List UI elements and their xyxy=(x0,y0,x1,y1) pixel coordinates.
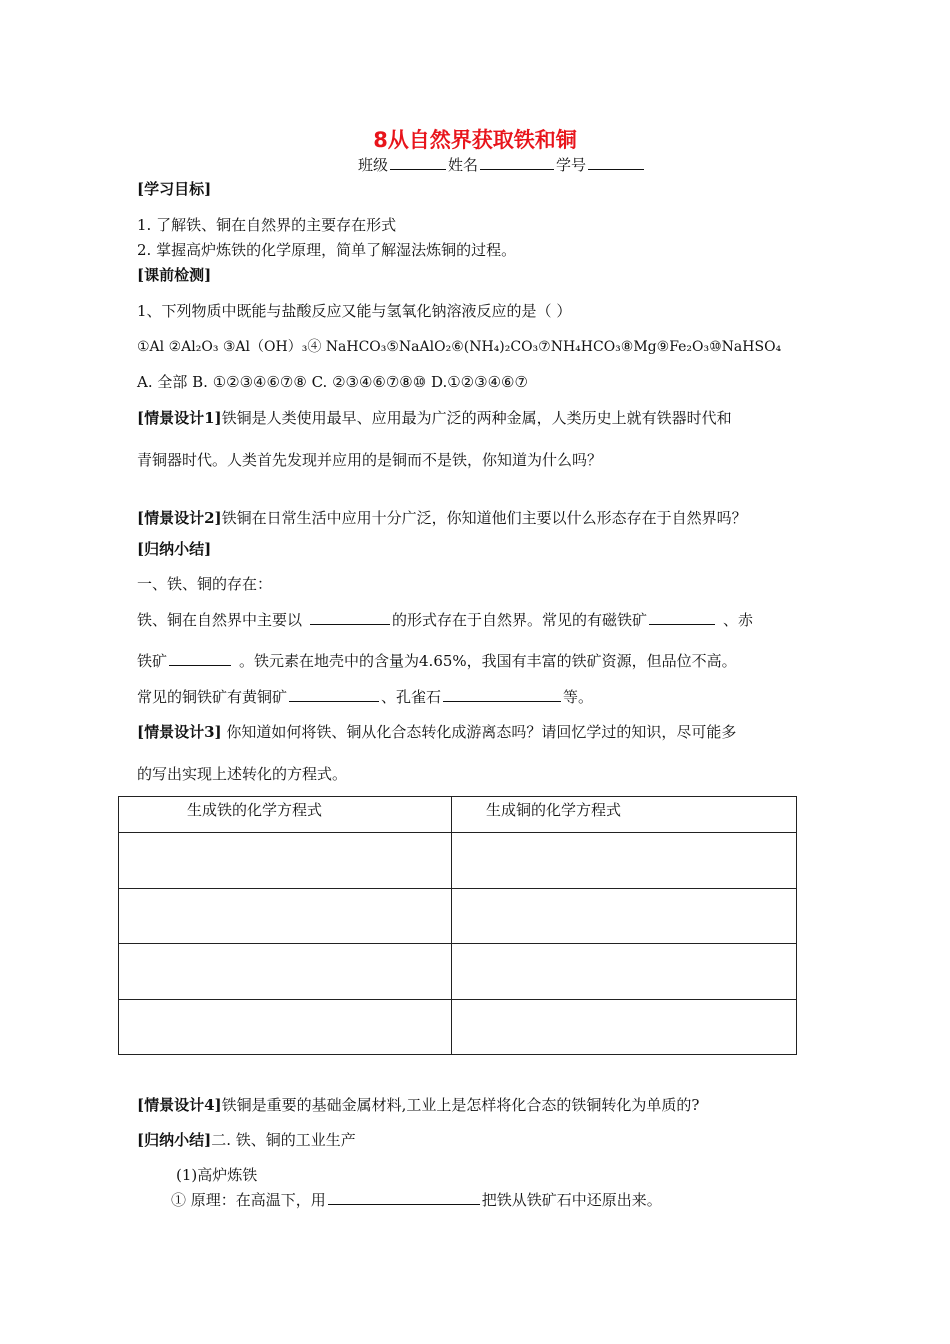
fill-line-2-text-a: 铁矿 xyxy=(137,652,168,670)
col-copper-equations: 生成铜的化学方程式 xyxy=(452,797,797,833)
scenario-3 xyxy=(137,721,736,742)
hematite-blank[interactable] xyxy=(169,650,231,666)
section-goals-heading: [学习目标] xyxy=(137,180,212,198)
principle-text-b: 把铁从铁矿石中还原出来。 xyxy=(481,1191,662,1209)
table-row xyxy=(119,944,797,1000)
question-1: 1、下列物质中既能与盐酸反应又能与氢氧化钠溶液反应的是（ ） xyxy=(137,302,572,320)
equations-table xyxy=(118,796,797,1055)
class-label: 班级 xyxy=(358,156,389,174)
copper-equation-cell[interactable] xyxy=(452,999,797,1055)
summary-2-label: [归纳小结] xyxy=(137,1131,212,1149)
copper-equation-cell[interactable] xyxy=(452,833,797,889)
name-label: 姓名 xyxy=(448,156,479,174)
reducing-agent-blank[interactable] xyxy=(328,1189,480,1205)
copper-equation-cell[interactable] xyxy=(452,944,797,1000)
col-iron-equations: 生成铁的化学方程式 xyxy=(119,797,452,833)
summary-1-heading: [归纳小结] xyxy=(137,540,212,558)
principle-line xyxy=(171,1189,662,1210)
fill-line-2 xyxy=(137,650,737,671)
scenario-3-text: 你知道如何将铁、铜从化合态转化成游离态吗？请回忆学过的知识，尽可能多 xyxy=(221,723,737,741)
scenario-2 xyxy=(137,507,747,528)
fill-line-3-text-b: 、孔雀石 xyxy=(381,688,442,706)
scenario-3-cont: 的写出实现上述转化的方程式。 xyxy=(137,765,348,783)
name-blank[interactable] xyxy=(480,154,554,170)
copper-equation-cell[interactable] xyxy=(452,888,797,944)
question-1-items: ①Al ②Al₂O₃ ③Al（OH）₃④ NaHCO₃⑤NaAlO₂⑥(NH₄)₂CO₃⑦NH₄HCO₃⑧Mg⑨Fe₂O₃⑩NaHSO₄ xyxy=(137,339,782,355)
scenario-4 xyxy=(137,1094,699,1115)
fill-line-3-text-c: 等。 xyxy=(563,688,594,706)
goal-1: 1. 了解铁、铜在自然界的主要存在形式 xyxy=(137,216,397,234)
scenario-2-text: 铁铜在日常生活中应用十分广泛，你知道他们主要以什么形态存在于自然界吗？ xyxy=(221,509,747,527)
scenario-4-text: 铁铜是重要的基础金属材料,工业上是怎样将化合态的铁铜转化为单质的? xyxy=(221,1096,700,1114)
table-row xyxy=(119,999,797,1055)
iron-equation-cell[interactable] xyxy=(119,888,452,944)
principle-text-a: ① 原理：在高温下，用 xyxy=(171,1191,326,1209)
form-blank[interactable] xyxy=(310,609,390,625)
student-info-line xyxy=(358,154,646,175)
fill-line-1-text-a: 铁、铜在自然界中主要以 xyxy=(137,611,303,629)
scenario-1 xyxy=(137,407,732,428)
fill-line-2-text-b: 。铁元素在地壳中的含量为4.65%，我国有丰富的铁矿资源，但品位不高。 xyxy=(239,652,737,670)
question-1-options: A. 全部 B. ①②③④⑥⑦⑧ C. ②③④⑥⑦⑧⑩ D.①②③④⑥⑦ xyxy=(137,373,528,391)
part-1-title: 一、铁、铜的存在： xyxy=(137,575,273,593)
subsection-1: (1)高炉炼铁 xyxy=(176,1166,258,1184)
table-header-row xyxy=(119,797,797,833)
scenario-2-label: [情景设计2] xyxy=(137,509,222,527)
scenario-1-text: 铁铜是人类使用最早、应用最为广泛的两种金属，人类历史上就有铁器时代和 xyxy=(221,409,732,427)
class-blank[interactable] xyxy=(390,154,446,170)
section-pretest-heading: [课前检测] xyxy=(137,266,212,284)
scenario-1-cont: 青铜器时代。人类首先发现并应用的是铜而不是铁，你知道为什么吗？ xyxy=(137,451,603,469)
scenario-3-label: [情景设计3] xyxy=(137,723,222,741)
chalcopyrite-blank[interactable] xyxy=(289,686,379,702)
scenario-1-label: [情景设计1] xyxy=(137,409,222,427)
table-row xyxy=(119,833,797,889)
magnetite-blank[interactable] xyxy=(649,609,715,625)
fill-line-3 xyxy=(137,686,593,707)
fill-line-1-text-b: 的形式存在于自然界。常见的有磁铁矿 xyxy=(392,611,648,629)
fill-line-1 xyxy=(137,609,753,630)
id-label: 学号 xyxy=(556,156,587,174)
fill-line-1-text-c: 、赤 xyxy=(723,611,754,629)
goal-2: 2. 掌握高炉炼铁的化学原理，简单了解湿法炼铜的过程。 xyxy=(137,241,517,259)
summary-2-text: 二. 铁、铜的工业生产 xyxy=(211,1131,356,1149)
malachite-blank[interactable] xyxy=(443,686,561,702)
iron-equation-cell[interactable] xyxy=(119,944,452,1000)
id-blank[interactable] xyxy=(588,154,644,170)
summary-2 xyxy=(137,1129,356,1150)
scenario-4-label: [情景设计4] xyxy=(137,1096,222,1114)
iron-equation-cell[interactable] xyxy=(119,833,452,889)
fill-line-3-text-a: 常见的铜铁矿有黄铜矿 xyxy=(137,688,288,706)
page-title: 8从自然界获取铁和铜 xyxy=(373,128,577,152)
iron-equation-cell[interactable] xyxy=(119,999,452,1055)
table-row xyxy=(119,888,797,944)
